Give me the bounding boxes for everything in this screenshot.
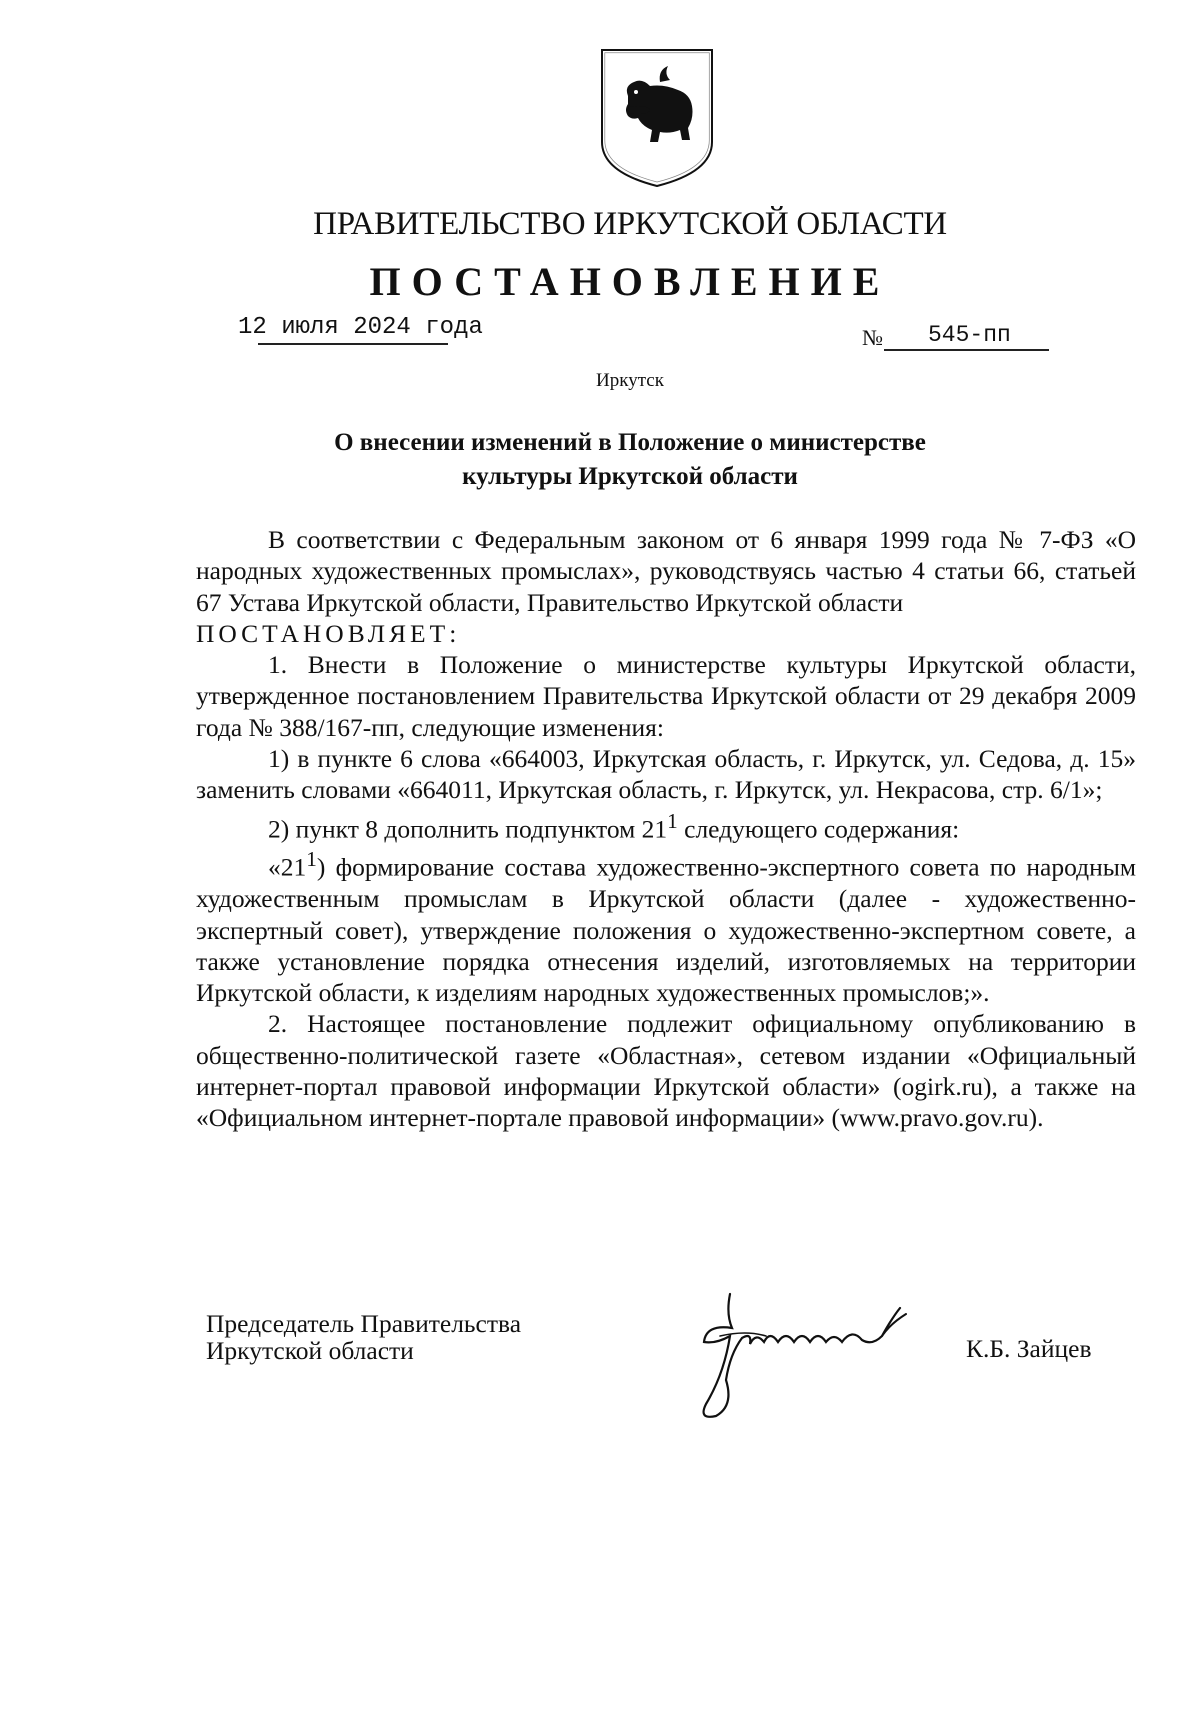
item-1-2-text-after: следующего содержания: [677, 814, 960, 844]
item-1-2-quote-paragraph [196, 844, 1136, 1008]
title-line-1: О внесении изменений в Положение о министерстве [334, 429, 926, 456]
item-2-paragraph: 2. Настоящее постановление подлежит официальному опубликованию в общественно-политической газете «Областная», сетевом издании «Официальный интернет-портал правовой информации Иркутской области» (ogirk.ru), а также на «Официальном интернет-портале правовой информации» (www.pravo.gov.ru). [196, 1009, 1136, 1133]
document-type: ПОСТАНОВЛЕНИЕ [369, 259, 891, 304]
date-underline [258, 343, 448, 345]
item-1-2-paragraph [196, 806, 1136, 845]
document-city: Иркутск [596, 370, 664, 391]
handwritten-signature [686, 1284, 966, 1424]
signatory-name: К.Б. Зайцев [966, 1334, 1092, 1363]
item-1-1-paragraph: 1) в пункте 6 слова «664003, Иркутская область, г. Иркутск, ул. Седова, д. 15» заменить словами «664011, Иркутская область, г. Иркутск, ул. Некрасова, стр. 6/1»; [196, 744, 1136, 805]
government-name: ПРАВИТЕЛЬСТВО ИРКУТСКОЙ ОБЛАСТИ [313, 206, 947, 242]
irkutsk-coat-of-arms-icon [598, 46, 716, 190]
resolves-paragraph: ПОСТАНОВЛЯЕТ: [196, 618, 461, 648]
number-underline [884, 349, 1049, 351]
document-title [0, 426, 1200, 494]
position-line-1: Председатель Правительства [206, 1309, 522, 1338]
item-1-paragraph: 1. Внести в Положение о министерстве культуры Иркутской области, утвержденное постановлением Правительства Иркутской области от 29 декабря 2009 года № 388/167-пп, следующие изменения: [196, 650, 1136, 742]
number-sign: № [862, 325, 883, 350]
signatory-position [206, 1310, 521, 1364]
item-1-2-superscript: 1 [667, 808, 678, 833]
item-1-2-text-before: 2) пункт 8 дополнить подпунктом 21 [268, 814, 668, 844]
quote-superscript: 1 [306, 847, 317, 872]
title-line-2: культуры Иркутской области [462, 463, 798, 490]
document-date: 12 июля 2024 года [238, 314, 483, 341]
document-body [196, 524, 1136, 1134]
quote-text: ) формирование состава художественно-экспертного совета по народным художественным промыслам в Иркутской области (далее - художественно-экспертный совет), утверждение положения о художественно-экспертном совете, а также установление порядка отнесения изделий, изготовляемых на территории Иркутской области, к изделиям народных художественных промыслов;». [196, 852, 1136, 1008]
document-number: 545-пп [928, 322, 1011, 348]
quote-open: «21 [268, 852, 307, 882]
position-line-2: Иркутской области [206, 1336, 414, 1365]
preamble-paragraph: В соответствии с Федеральным законом от 6 января 1999 года № 7-ФЗ «О народных художественных промыслах», руководствуясь частью 4 статьи 66, статьей 67 Устава Иркутской области, Правительство Иркутской области [196, 525, 1136, 617]
